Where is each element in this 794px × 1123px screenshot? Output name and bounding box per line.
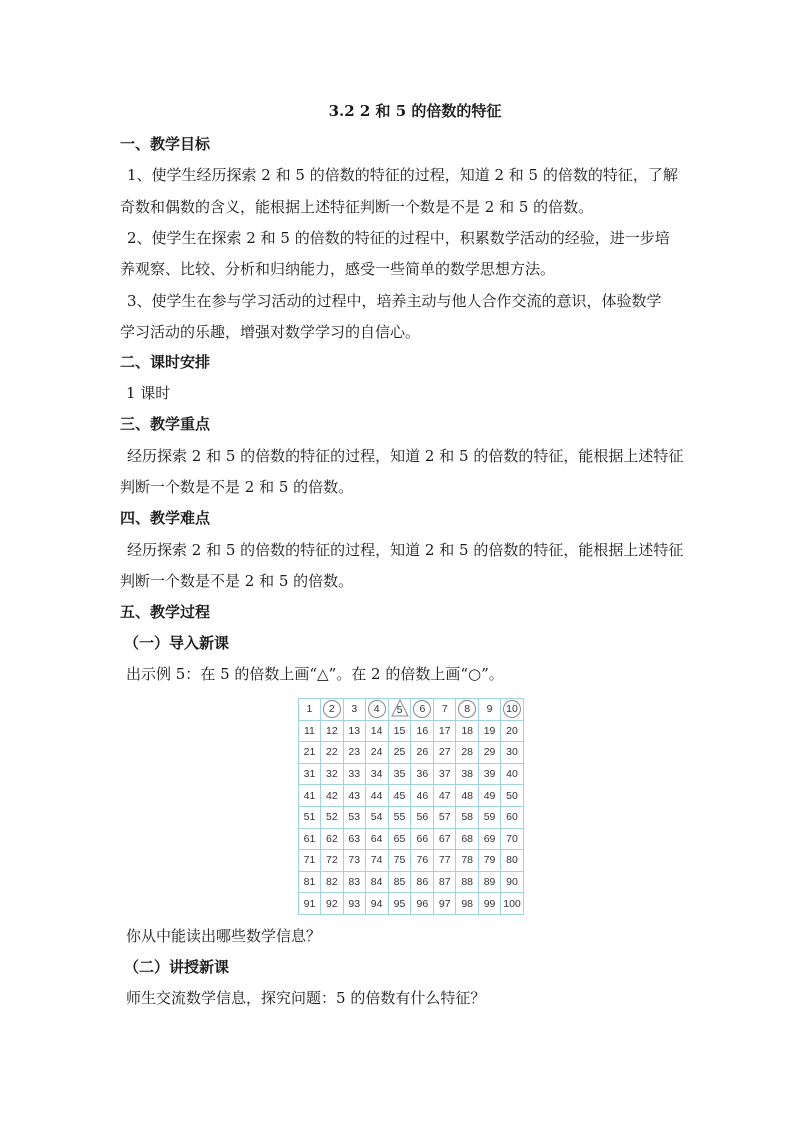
chart-cell: [365, 699, 388, 721]
goal-2-line-2: 养观察、比较、分析和归纳能力，感受一些简单的数学思想方法。: [120, 260, 556, 278]
chart-cell: [365, 893, 388, 915]
chart-cell: [434, 785, 456, 807]
chart-row: [299, 893, 524, 915]
chart-number: 45: [393, 789, 406, 802]
chart-cell: [343, 893, 365, 915]
chart-number: 20: [506, 724, 518, 737]
chart-number: 81: [303, 876, 316, 889]
chart-cell: [456, 828, 479, 850]
chart-cell: [456, 699, 479, 721]
chart-number: 63: [348, 832, 361, 845]
subheading-intro: （一）导入新课: [124, 634, 230, 652]
circle-mark: 4: [368, 700, 386, 718]
chart-number: 75: [393, 854, 406, 867]
chart-row: [299, 806, 524, 828]
goal-3-line-2: 学习活动的乐趣，增强对数学学习的自信心。: [120, 323, 421, 341]
chart-number: 26: [416, 746, 429, 759]
chart-cell: [411, 742, 434, 764]
schedule-text: 1 课时: [126, 384, 171, 402]
chart-number: 55: [393, 811, 406, 824]
chart-cell: [320, 785, 343, 807]
chart-cell: [479, 893, 501, 915]
goal-1-line-2: 奇数和偶数的含义，能根据上述特征判断一个数是不是 2 和 5 的倍数。: [120, 198, 594, 216]
circle-mark: 2: [323, 700, 341, 718]
chart-number: 7: [441, 703, 448, 716]
chart-number: 96: [416, 897, 429, 910]
chart-number: 13: [348, 724, 361, 737]
goal-2-line-1: 2、使学生在探索 2 和 5 的倍数的特征的过程中，积累数学活动的经验，进一步培: [127, 229, 670, 247]
chart-cell: [365, 763, 388, 785]
key-points-line-1: 经历探索 2 和 5 的倍数的特征的过程，知道 2 和 5 的倍数的特征，能根据上述特征: [127, 447, 684, 465]
chart-number: 51: [303, 811, 316, 824]
chart-cell: [320, 763, 343, 785]
chart-cell: [479, 850, 501, 872]
chart-number: 15: [393, 724, 406, 737]
chart-number: 34: [370, 768, 383, 781]
difficulties-line-1: 经历探索 2 和 5 的倍数的特征的过程，知道 2 和 5 的倍数的特征，能根据上述特征: [127, 541, 684, 559]
chart-cell: [388, 699, 411, 721]
chart-cell: [343, 763, 365, 785]
chart-cell: [320, 871, 343, 893]
key-points-line-2: 判断一个数是不是 2 和 5 的倍数。: [120, 478, 354, 496]
chart-number: 58: [461, 811, 473, 824]
chart-cell: [456, 720, 479, 742]
chart-number: 48: [461, 789, 473, 802]
goal-1-line-1: 1、使学生经历探索 2 和 5 的倍数的特征的过程，知道 2 和 5 的倍数的特征，了解: [127, 166, 678, 184]
chart-row: [299, 763, 524, 785]
heading-schedule: 二、课时安排: [120, 353, 211, 371]
chart-cell: [343, 699, 365, 721]
chart-cell: [434, 871, 456, 893]
chart-number: 88: [461, 876, 473, 889]
chart-cell: [456, 893, 479, 915]
chart-cell: [479, 828, 501, 850]
chart-number: 25: [393, 746, 406, 759]
goal-3-line-1: 3、使学生在参与学习活动的过程中，培养主动与他人合作交流的意识，体验数学: [127, 292, 662, 310]
chart-row: [299, 850, 524, 872]
chart-number: 78: [461, 854, 473, 867]
chart-number: 46: [416, 789, 429, 802]
chart-cell: [388, 742, 411, 764]
closing-text: 师生交流数学信息，探究问题：5 的倍数有什么特征？: [126, 989, 486, 1007]
chart-number: 68: [461, 832, 473, 845]
chart-number: 41: [303, 789, 316, 802]
chart-cell: [501, 828, 524, 850]
chart-cell: [501, 850, 524, 872]
chart-cell: [411, 699, 434, 721]
chart-cell: [320, 699, 343, 721]
chart-cell: [479, 785, 501, 807]
chart-number: 92: [326, 897, 338, 910]
chart-number: 83: [348, 876, 361, 889]
chart-cell: [388, 763, 411, 785]
chart-number: 40: [506, 768, 518, 781]
chart-cell: [365, 785, 388, 807]
chart-number: 62: [326, 832, 338, 845]
chart-cell: [501, 720, 524, 742]
chart-number: 22: [326, 746, 338, 759]
chart-cell: [365, 871, 388, 893]
chart-cell: [456, 742, 479, 764]
chart-number: 35: [393, 768, 406, 781]
chart-cell: [343, 785, 365, 807]
chart-number: 61: [303, 832, 316, 845]
chart-cell: [501, 742, 524, 764]
chart-number: 53: [348, 811, 361, 824]
chart-number: 37: [438, 768, 451, 781]
chart-cell: [343, 806, 365, 828]
chart-cell: [411, 806, 434, 828]
chart-number: 38: [461, 768, 473, 781]
chart-number: 94: [370, 897, 383, 910]
chart-number: 14: [370, 724, 383, 737]
chart-cell: [299, 785, 321, 807]
chart-cell: [388, 828, 411, 850]
chart-cell: [434, 828, 456, 850]
chart-cell: [434, 893, 456, 915]
chart-number: 100: [503, 897, 521, 910]
chart-cell: [456, 871, 479, 893]
chart-cell: [299, 806, 321, 828]
chart-cell: [479, 871, 501, 893]
chart-number: 72: [326, 854, 338, 867]
chart-number: 47: [438, 789, 451, 802]
chart-cell: [299, 720, 321, 742]
chart-number: 89: [483, 876, 496, 889]
chart-cell: [479, 806, 501, 828]
chart-number: 80: [506, 854, 518, 867]
chart-cell: [434, 720, 456, 742]
chart-cell: [411, 850, 434, 872]
document-title: 3.2 2 和 5 的倍数的特征: [328, 102, 502, 120]
chart-cell: [320, 742, 343, 764]
circle-mark: 10: [503, 700, 521, 718]
chart-number: 57: [438, 811, 451, 824]
chart-cell: [299, 850, 321, 872]
chart-row: [299, 742, 524, 764]
chart-number: 56: [416, 811, 429, 824]
chart-number: 79: [483, 854, 496, 867]
chart-number: 27: [438, 746, 451, 759]
chart-number: 42: [326, 789, 338, 802]
chart-number: 71: [303, 854, 316, 867]
chart-number: 90: [506, 876, 518, 889]
chart-row: [299, 699, 524, 721]
chart-cell: [501, 806, 524, 828]
chart-row: [299, 720, 524, 742]
chart-cell: [501, 699, 524, 721]
chart-cell: [365, 742, 388, 764]
chart-number: 66: [416, 832, 429, 845]
chart-cell: [343, 742, 365, 764]
chart-number: 76: [416, 854, 429, 867]
chart-number: 9: [486, 703, 493, 716]
chart-cell: [388, 871, 411, 893]
chart-number: 93: [348, 897, 361, 910]
heading-key-points: 三、教学重点: [120, 415, 211, 433]
chart-number: 16: [416, 724, 429, 737]
chart-number: 85: [393, 876, 406, 889]
chart-cell: [365, 850, 388, 872]
chart-cell: [411, 871, 434, 893]
chart-number: 50: [506, 789, 518, 802]
chart-cell: [365, 806, 388, 828]
chart-cell: [343, 871, 365, 893]
chart-number: 3: [351, 703, 358, 716]
chart-number: 91: [303, 897, 316, 910]
chart-cell: [320, 828, 343, 850]
chart-cell: [479, 720, 501, 742]
chart-cell: [456, 763, 479, 785]
chart-cell: [388, 850, 411, 872]
chart-number: 43: [348, 789, 361, 802]
chart-cell: [456, 785, 479, 807]
chart-cell: [411, 763, 434, 785]
chart-cell: [456, 806, 479, 828]
chart-cell: [320, 806, 343, 828]
chart-cell: [365, 720, 388, 742]
chart-number: 60: [506, 811, 518, 824]
chart-cell: [320, 720, 343, 742]
chart-cell: [434, 806, 456, 828]
chart-cell: [365, 828, 388, 850]
chart-cell: [411, 785, 434, 807]
chart-number: 65: [393, 832, 406, 845]
chart-cell: [299, 699, 321, 721]
chart-cell: [343, 828, 365, 850]
circle-mark: 8: [458, 700, 476, 718]
chart-cell: [434, 763, 456, 785]
chart-number: 84: [370, 876, 383, 889]
chart-number: 31: [303, 768, 316, 781]
chart-number: 17: [438, 724, 451, 737]
subheading-new-lesson: （二）讲授新课: [124, 958, 230, 976]
chart-cell: [299, 893, 321, 915]
chart-cell: [501, 871, 524, 893]
example-instruction: 出示例 5：在 5 的倍数上画“△”。在 2 的倍数上画“○”。: [126, 665, 504, 683]
chart-cell: [411, 828, 434, 850]
chart-number: 74: [370, 854, 383, 867]
chart-cell: [388, 720, 411, 742]
chart-cell: [299, 828, 321, 850]
chart-cell: [501, 785, 524, 807]
heading-process: 五、教学过程: [120, 603, 211, 621]
chart-number: 98: [461, 897, 473, 910]
chart-number: 99: [483, 897, 496, 910]
chart-cell: [479, 699, 501, 721]
chart-number: 97: [438, 897, 451, 910]
chart-cell: [501, 763, 524, 785]
heading-difficulties: 四、教学难点: [120, 509, 211, 527]
chart-row: [299, 871, 524, 893]
chart-number: 86: [416, 876, 429, 889]
chart-number: 59: [483, 811, 496, 824]
chart-number: 64: [370, 832, 383, 845]
chart-number: 29: [483, 746, 496, 759]
chart-cell: [411, 893, 434, 915]
chart-cell: [343, 850, 365, 872]
chart-number: 23: [348, 746, 361, 759]
chart-number: 18: [461, 724, 473, 737]
chart-number: 73: [348, 854, 361, 867]
chart-cell: [320, 850, 343, 872]
chart-number: 12: [326, 724, 338, 737]
chart-number: 30: [506, 746, 518, 759]
chart-number: 24: [370, 746, 383, 759]
chart-number: 33: [348, 768, 361, 781]
chart-cell: [501, 893, 524, 915]
chart-cell: [388, 893, 411, 915]
chart-cell: [388, 785, 411, 807]
chart-cell: [434, 850, 456, 872]
difficulties-line-2: 判断一个数是不是 2 和 5 的倍数。: [120, 572, 354, 590]
chart-cell: [411, 720, 434, 742]
chart-number: 77: [438, 854, 451, 867]
chart-number: 87: [438, 876, 451, 889]
chart-number: 52: [326, 811, 338, 824]
chart-number: 1: [306, 703, 313, 716]
chart-cell: [456, 850, 479, 872]
chart-number: 95: [393, 897, 406, 910]
chart-cell: [434, 742, 456, 764]
chart-row: [299, 785, 524, 807]
hundred-chart: [298, 698, 524, 915]
question-text: 你从中能读出哪些数学信息？: [126, 927, 322, 945]
chart-cell: [299, 742, 321, 764]
chart-number: 19: [483, 724, 496, 737]
chart-cell: [343, 720, 365, 742]
chart-number: 39: [483, 768, 496, 781]
chart-number: 44: [370, 789, 383, 802]
chart-number: 28: [461, 746, 473, 759]
heading-teaching-goals: 一、教学目标: [120, 135, 211, 153]
chart-cell: [434, 699, 456, 721]
chart-row: [299, 828, 524, 850]
chart-cell: [320, 893, 343, 915]
chart-number: 49: [483, 789, 496, 802]
chart-number: 69: [483, 832, 496, 845]
chart-number: 54: [370, 811, 383, 824]
chart-cell: [388, 806, 411, 828]
chart-number: 36: [416, 768, 429, 781]
chart-cell: [479, 763, 501, 785]
triangle-mark: 5: [391, 701, 409, 717]
chart-cell: [479, 742, 501, 764]
chart-number: 21: [303, 746, 316, 759]
chart-cell: [299, 871, 321, 893]
chart-number: 70: [506, 832, 518, 845]
chart-number: 82: [326, 876, 338, 889]
chart-number: 11: [304, 724, 315, 737]
chart-cell: [299, 763, 321, 785]
circle-mark: 6: [413, 700, 431, 718]
chart-number: 32: [326, 768, 338, 781]
chart-number: 67: [438, 832, 451, 845]
